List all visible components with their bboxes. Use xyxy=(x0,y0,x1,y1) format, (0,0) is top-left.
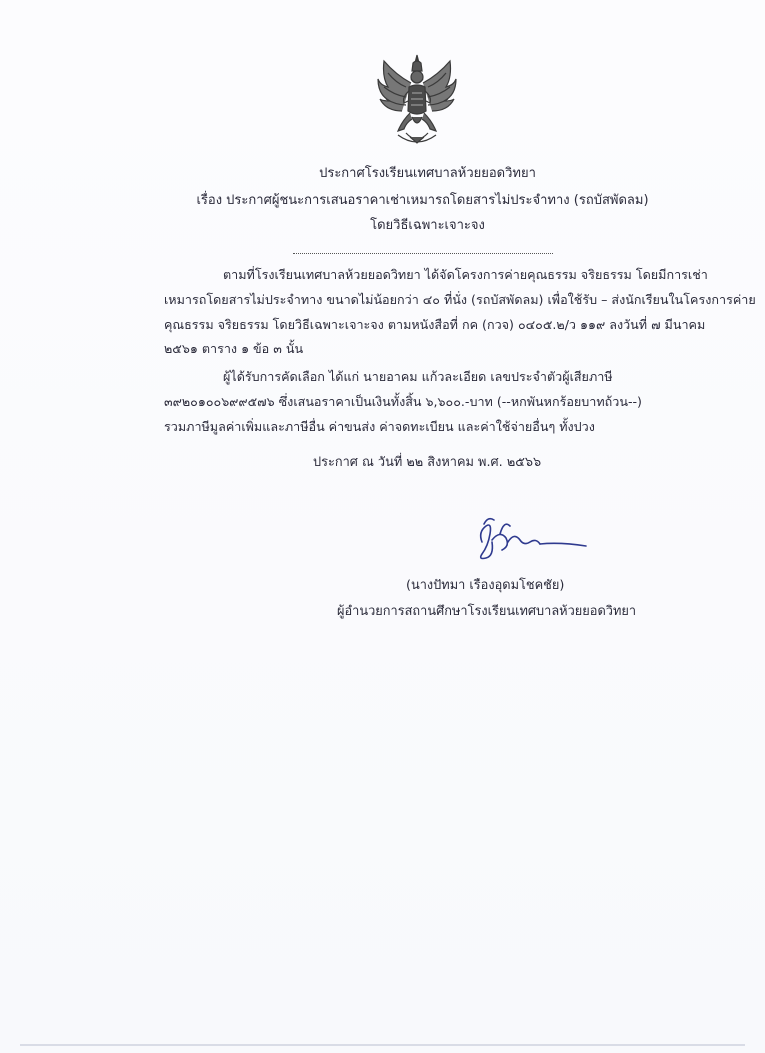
signatory-name: (นางปัทมา เรืองอุดมโชคชัย) xyxy=(406,578,565,593)
announce-date: ประกาศ ณ วันที่ ๒๒ สิงหาคม พ.ศ. ๒๕๖๖ xyxy=(313,455,542,470)
handwritten-signature xyxy=(470,512,590,568)
paragraph1-line4: ๒๕๖๑ ตาราง ๑ ข้อ ๓ นั้น xyxy=(164,341,304,356)
paragraph1-line1: ตามที่โรงเรียนเทศบาลห้วยยอดวิทยา ได้จัดโครงการค่ายคุณธรรม จริยธรรม โดยมีการเช่า xyxy=(223,267,708,282)
paragraph1-line2: เหมารถโดยสารไม่ประจำทาง ขนาดไม่น้อยกว่า ๔๐ ที่นั่ง (รถบัสพัดลม) เพื่อใช้รับ – ส่งนักเรียนในโครงการค่าย xyxy=(164,292,756,307)
paragraph2-line2: ๓๙๒๐๑๐๐๖๙๙๕๗๖ ซึ่งเสนอราคาเป็นเงินทั้งสิ้น ๖,๖๐๐.-บาท (--หกพันหกร้อยบาทถ้วน--) xyxy=(164,394,642,409)
page-bottom-edge xyxy=(20,1044,745,1046)
paragraph1-line3: คุณธรรม จริยธรรม โดยวิธีเฉพาะเจาะจง ตามหนังสือที่ กค (กวจ) ๐๔๐๕.๒/ว ๑๑๙ ลงวันที่ ๗ มีนาคม xyxy=(164,317,706,332)
signatory-position: ผู้อำนวยการสถานศึกษาโรงเรียนเทศบาลห้วยยอดวิทยา xyxy=(337,604,637,619)
dotted-divider xyxy=(293,253,553,254)
garuda-emblem-icon xyxy=(376,53,458,147)
announcement-title: ประกาศโรงเรียนเทศบาลห้วยยอดวิทยา xyxy=(319,166,536,181)
announcement-subject: เรื่อง ประกาศผู้ชนะการเสนอราคาเช่าเหมารถโดยสารไม่ประจำทาง (รถบัสพัดลม) xyxy=(196,193,649,208)
paragraph2-line3: รวมภาษีมูลค่าเพิ่มและภาษีอื่น ค่าขนส่ง ค่าจดทะเบียน และค่าใช้จ่ายอื่นๆ ทั้งปวง xyxy=(164,419,595,434)
paragraph2-line1: ผู้ได้รับการคัดเลือก ได้แก่ นายอาคม แก้วละเอียด เลขประจำตัวผู้เสียภาษี xyxy=(223,369,613,384)
announcement-method: โดยวิธีเฉพาะเจาะจง xyxy=(370,218,485,233)
